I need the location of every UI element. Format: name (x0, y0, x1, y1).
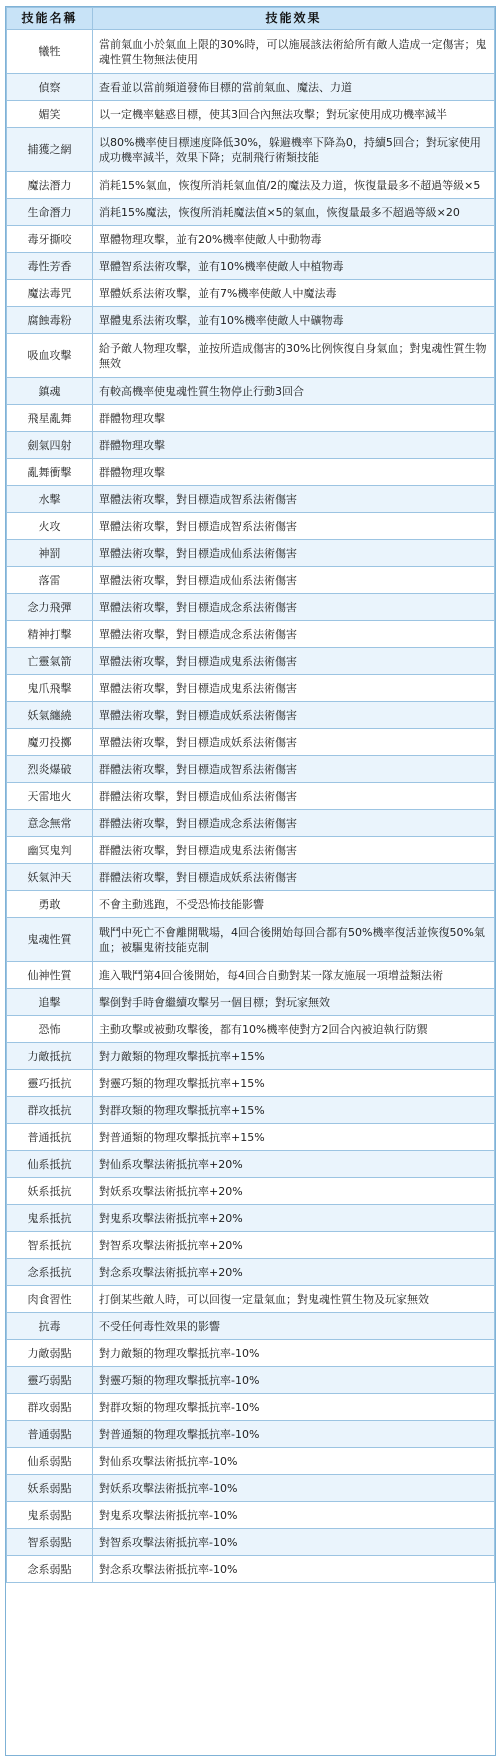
skill-effect-cell: 以80%機率使目標速度降低30%，躲避機率下降為0，持續5回合；對玩家使用成功機率減半，效果下降；克制飛行術類技能 (93, 128, 495, 172)
skill-name-cell: 力敵抵抗 (7, 1043, 93, 1070)
skill-name-cell: 吸血攻擊 (7, 334, 93, 378)
table-row (7, 1340, 495, 1367)
skill-effect-cell: 群體物理攻擊 (93, 432, 495, 459)
skill-name-cell: 仙系抵抗 (7, 1151, 93, 1178)
table-row (7, 1313, 495, 1340)
skill-name-cell: 劍氣四射 (7, 432, 93, 459)
skill-name-cell: 普通弱點 (7, 1421, 93, 1448)
skill-effect-cell: 以一定機率魅惑目標，使其3回合內無法攻擊；對玩家使用成功機率減半 (93, 101, 495, 128)
skill-name-cell: 精神打擊 (7, 621, 93, 648)
skill-name-cell: 火攻 (7, 513, 93, 540)
skill-effect-cell: 單體鬼系法術攻擊，並有10%機率使敵人中礦物毒 (93, 307, 495, 334)
skill-name-cell: 抗毒 (7, 1313, 93, 1340)
skill-name-cell: 飛星亂舞 (7, 405, 93, 432)
skill-effect-cell: 查看並以當前頻道發佈目標的當前氣血、魔法、力道 (93, 74, 495, 101)
table-row (7, 1205, 495, 1232)
skill-effect-cell: 單體法術攻擊，對目標造成念系法術傷害 (93, 594, 495, 621)
skill-name-cell: 毒牙撕咬 (7, 226, 93, 253)
skill-table-body (7, 30, 495, 1583)
skill-name-cell: 恐怖 (7, 1016, 93, 1043)
table-header-row (7, 8, 495, 30)
skill-name-cell: 群攻弱點 (7, 1394, 93, 1421)
table-row (7, 1448, 495, 1475)
table-row (7, 459, 495, 486)
skill-name-cell: 念系弱點 (7, 1556, 93, 1583)
table-row (7, 1556, 495, 1583)
skill-effect-cell: 群體法術攻擊，對目標造成智系法術傷害 (93, 756, 495, 783)
table-row (7, 30, 495, 74)
table-row (7, 1529, 495, 1556)
skill-effect-cell: 對妖系攻擊法術抵抗率+20% (93, 1178, 495, 1205)
table-row (7, 432, 495, 459)
skill-effect-cell: 對普通類的物理攻擊抵抗率-10% (93, 1421, 495, 1448)
table-row (7, 1232, 495, 1259)
skill-name-cell: 神罰 (7, 540, 93, 567)
skill-effect-cell: 單體法術攻擊，對目標造成智系法術傷害 (93, 513, 495, 540)
table-row (7, 280, 495, 307)
table-row (7, 253, 495, 280)
skill-effect-cell: 對力敵類的物理攻擊抵抗率+15% (93, 1043, 495, 1070)
skill-table (6, 7, 495, 1583)
skill-name-cell: 天雷地火 (7, 783, 93, 810)
table-row (7, 101, 495, 128)
table-row (7, 1043, 495, 1070)
skill-effect-cell: 對仙系攻擊法術抵抗率+20% (93, 1151, 495, 1178)
skill-effect-cell: 對力敵類的物理攻擊抵抗率-10% (93, 1340, 495, 1367)
skill-name-cell: 幽冥鬼判 (7, 837, 93, 864)
table-row (7, 891, 495, 918)
table-row (7, 405, 495, 432)
table-row (7, 1394, 495, 1421)
skill-effect-cell: 單體法術攻擊，對目標造成智系法術傷害 (93, 486, 495, 513)
skill-name-cell: 鬼爪飛擊 (7, 675, 93, 702)
skill-name-cell: 烈炎爆破 (7, 756, 93, 783)
skill-effect-cell: 單體法術攻擊，對目標造成仙系法術傷害 (93, 567, 495, 594)
table-row (7, 567, 495, 594)
skill-name-cell: 念系抵抗 (7, 1259, 93, 1286)
table-row (7, 1151, 495, 1178)
skill-name-cell: 靈巧弱點 (7, 1367, 93, 1394)
skill-name-cell: 妖系弱點 (7, 1475, 93, 1502)
skill-name-cell: 鬼魂性質 (7, 918, 93, 962)
skill-name-cell: 犧牲 (7, 30, 93, 74)
skill-name-cell: 水擊 (7, 486, 93, 513)
skill-name-cell: 靈巧抵抗 (7, 1070, 93, 1097)
skill-name-cell: 亂舞衝擊 (7, 459, 93, 486)
skill-effect-cell: 單體物理攻擊，並有20%機率使敵人中動物毒 (93, 226, 495, 253)
skill-effect-cell: 對群攻類的物理攻擊抵抗率+15% (93, 1097, 495, 1124)
table-row (7, 648, 495, 675)
table-row (7, 864, 495, 891)
table-row (7, 1475, 495, 1502)
table-row (7, 810, 495, 837)
skill-effect-cell: 對念系攻擊法術抵抗率-10% (93, 1556, 495, 1583)
table-row (7, 783, 495, 810)
skill-name-cell: 生命潛力 (7, 199, 93, 226)
skill-effect-cell: 不受任何毒性效果的影響 (93, 1313, 495, 1340)
table-row (7, 1367, 495, 1394)
table-row (7, 962, 495, 989)
skill-effect-cell: 對念系攻擊法術抵抗率+20% (93, 1259, 495, 1286)
skill-effect-cell: 對群攻類的物理攻擊抵抗率-10% (93, 1394, 495, 1421)
table-row (7, 594, 495, 621)
skill-name-cell: 仙系弱點 (7, 1448, 93, 1475)
skill-name-cell: 勇敢 (7, 891, 93, 918)
skill-effect-cell: 對鬼系攻擊法術抵抗率-10% (93, 1502, 495, 1529)
skill-name-cell: 魔法潛力 (7, 172, 93, 199)
table-row (7, 1070, 495, 1097)
skill-effect-cell: 給予敵人物理攻擊，並按所造成傷害的30%比例恢復自身氣血；對鬼魂性質生物無效 (93, 334, 495, 378)
skill-name-cell: 偵察 (7, 74, 93, 101)
skill-effect-cell: 單體智系法術攻擊，並有10%機率使敵人中植物毒 (93, 253, 495, 280)
skill-effect-cell: 對靈巧類的物理攻擊抵抗率-10% (93, 1367, 495, 1394)
table-row (7, 729, 495, 756)
skill-effect-cell: 消耗15%魔法，恢復所消耗魔法值×5的氣血，恢復量最多不超過等級×20 (93, 199, 495, 226)
header-skill-effect: 技能效果 (93, 8, 495, 30)
table-row (7, 1016, 495, 1043)
skill-name-cell: 智系抵抗 (7, 1232, 93, 1259)
skill-name-cell: 念力飛彈 (7, 594, 93, 621)
skill-name-cell: 腐蝕毒粉 (7, 307, 93, 334)
skill-name-cell: 媚笑 (7, 101, 93, 128)
skill-effect-cell: 打倒某些敵人時，可以回復一定量氣血；對鬼魂性質生物及玩家無效 (93, 1286, 495, 1313)
skill-name-cell: 鬼系抵抗 (7, 1205, 93, 1232)
table-row (7, 334, 495, 378)
table-row (7, 1421, 495, 1448)
table-row (7, 1286, 495, 1313)
skill-name-cell: 鎮魂 (7, 378, 93, 405)
table-row (7, 918, 495, 962)
table-row (7, 1097, 495, 1124)
table-row (7, 702, 495, 729)
skill-table-frame (5, 6, 496, 1756)
skill-effect-cell: 群體物理攻擊 (93, 405, 495, 432)
table-row (7, 307, 495, 334)
skill-name-cell: 妖氣沖天 (7, 864, 93, 891)
table-row (7, 989, 495, 1016)
skill-effect-cell: 有較高機率使鬼魂性質生物停止行動3回合 (93, 378, 495, 405)
skill-name-cell: 意念無常 (7, 810, 93, 837)
table-row (7, 1502, 495, 1529)
skill-name-cell: 妖系抵抗 (7, 1178, 93, 1205)
skill-effect-cell: 擊倒對手時會繼續攻擊另一個目標；對玩家無效 (93, 989, 495, 1016)
table-row (7, 621, 495, 648)
skill-name-cell: 捕獲之網 (7, 128, 93, 172)
skill-effect-cell: 消耗15%氣血，恢復所消耗氣血值/2的魔法及力道，恢復量最多不超過等級×5 (93, 172, 495, 199)
skill-effect-cell: 單體妖系法術攻擊，並有7%機率使敵人中魔法毒 (93, 280, 495, 307)
skill-effect-cell: 進入戰鬥第4回合後開始，每4回合自動對某一隊友施展一項增益類法術 (93, 962, 495, 989)
table-row (7, 513, 495, 540)
header-skill-name: 技能名稱 (7, 8, 93, 30)
table-row (7, 1124, 495, 1151)
skill-name-cell: 魔刃投擲 (7, 729, 93, 756)
skill-name-cell: 魔法毒咒 (7, 280, 93, 307)
table-row (7, 172, 495, 199)
skill-name-cell: 妖氣纏繞 (7, 702, 93, 729)
skill-effect-cell: 單體法術攻擊，對目標造成鬼系法術傷害 (93, 648, 495, 675)
skill-name-cell: 追擊 (7, 989, 93, 1016)
skill-name-cell: 群攻抵抗 (7, 1097, 93, 1124)
skill-effect-cell: 單體法術攻擊，對目標造成仙系法術傷害 (93, 540, 495, 567)
table-row (7, 378, 495, 405)
skill-name-cell: 亡靈氣箭 (7, 648, 93, 675)
skill-name-cell: 肉食習性 (7, 1286, 93, 1313)
skill-effect-cell: 對智系攻擊法術抵抗率-10% (93, 1529, 495, 1556)
table-row (7, 540, 495, 567)
skill-effect-cell: 群體物理攻擊 (93, 459, 495, 486)
skill-effect-cell: 單體法術攻擊，對目標造成鬼系法術傷害 (93, 675, 495, 702)
skill-name-cell: 鬼系弱點 (7, 1502, 93, 1529)
skill-effect-cell: 單體法術攻擊，對目標造成妖系法術傷害 (93, 702, 495, 729)
table-row (7, 675, 495, 702)
table-row (7, 199, 495, 226)
skill-name-cell: 力敵弱點 (7, 1340, 93, 1367)
skill-effect-cell: 單體法術攻擊，對目標造成妖系法術傷害 (93, 729, 495, 756)
skill-effect-cell: 對鬼系攻擊法術抵抗率+20% (93, 1205, 495, 1232)
table-row (7, 756, 495, 783)
table-row (7, 74, 495, 101)
skill-effect-cell: 戰鬥中死亡不會離開戰場，4回合後開始每回合都有50%機率復活並恢復50%氣血；被驅鬼術技能克制 (93, 918, 495, 962)
skill-effect-cell: 對妖系攻擊法術抵抗率-10% (93, 1475, 495, 1502)
skill-effect-cell: 單體法術攻擊，對目標造成念系法術傷害 (93, 621, 495, 648)
skill-effect-cell: 對智系攻擊法術抵抗率+20% (93, 1232, 495, 1259)
skill-effect-cell: 對普通類的物理攻擊抵抗率+15% (93, 1124, 495, 1151)
skill-effect-cell: 不會主動逃跑，不受恐怖技能影響 (93, 891, 495, 918)
table-row (7, 486, 495, 513)
table-row (7, 226, 495, 253)
skill-effect-cell: 群體法術攻擊，對目標造成仙系法術傷害 (93, 783, 495, 810)
skill-effect-cell: 對靈巧類的物理攻擊抵抗率+15% (93, 1070, 495, 1097)
skill-effect-cell: 當前氣血小於氣血上限的30%時，可以施展該法術給所有敵人造成一定傷害；鬼魂性質生物無法使用 (93, 30, 495, 74)
skill-name-cell: 普通抵抗 (7, 1124, 93, 1151)
skill-effect-cell: 群體法術攻擊，對目標造成鬼系法術傷害 (93, 837, 495, 864)
table-row (7, 128, 495, 172)
skill-name-cell: 仙神性質 (7, 962, 93, 989)
skill-name-cell: 智系弱點 (7, 1529, 93, 1556)
skill-effect-cell: 群體法術攻擊，對目標造成念系法術傷害 (93, 810, 495, 837)
skill-effect-cell: 群體法術攻擊，對目標造成妖系法術傷害 (93, 864, 495, 891)
table-row (7, 1178, 495, 1205)
table-row (7, 837, 495, 864)
skill-name-cell: 落雷 (7, 567, 93, 594)
skill-effect-cell: 主動攻擊或被動攻擊後，都有10%機率使對方2回合內被迫執行防禦 (93, 1016, 495, 1043)
table-row (7, 1259, 495, 1286)
skill-effect-cell: 對仙系攻擊法術抵抗率-10% (93, 1448, 495, 1475)
skill-name-cell: 毒性芳香 (7, 253, 93, 280)
